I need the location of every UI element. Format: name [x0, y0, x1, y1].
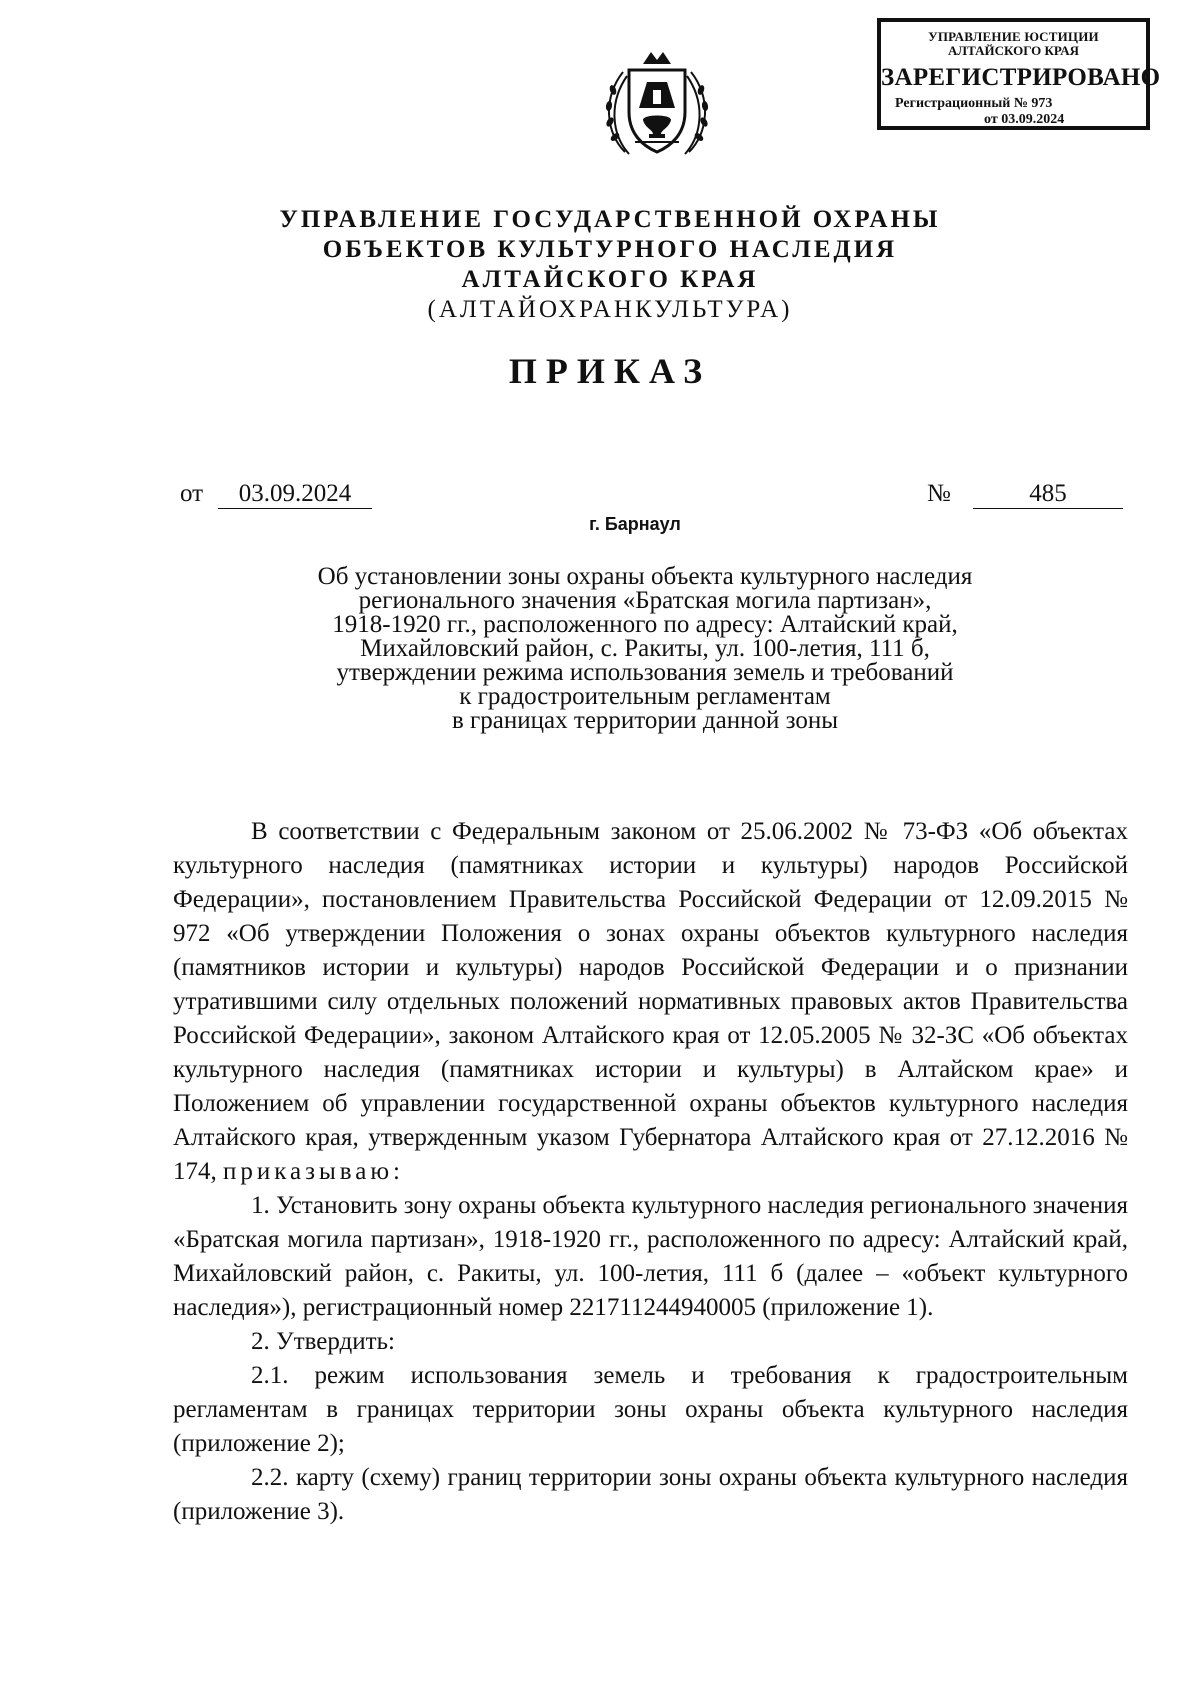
subject-line: к градостроительным регламентам [459, 683, 831, 710]
header-line-2: ОБЪЕКТОВ КУЛЬТУРНОГО НАСЛЕДИЯ [322, 236, 898, 263]
subject-line: регионального значения «Братская могила партизан», [358, 587, 932, 614]
number-label: № [927, 480, 951, 507]
document-type-title: ПРИКАЗ [508, 351, 712, 391]
subject-line: утверждении режима использования земель и требований [336, 659, 954, 686]
subject-line: в границах территории данной зоны [452, 707, 838, 734]
stamp-authority-line2: АЛТАЙСКОГО КРАЯ [948, 43, 1079, 58]
stamp-authority-line1: УПРАВЛЕНИЕ ЮСТИЦИИ [928, 29, 1099, 44]
coat-of-arms-icon [595, 42, 719, 166]
document-number: 485 [973, 480, 1123, 509]
header-line-4: (АЛТАЙОХРАНКУЛЬТУРА) [427, 296, 793, 323]
subject-line: Михайловский район, с. Ракиты, ул. 100-летия, 111 б, [360, 635, 930, 662]
subject-line: Об установлении зоны охраны объекта культурного наследия [317, 563, 973, 590]
clause-1: 1. Установить зону охраны объекта культурного наследия регионального значения «Братская могила партизан», 1918-1920 гг., расположенного по адресу: Алтайский край, Михайловский район, с. Ракиты, ул. 100-летия, 111 б (далее – «объект культурного наследия»), регистрационный номер 221711244940005 (приложение 1). [173, 1192, 1129, 1321]
clause-2: 2. Утвердить: [251, 1328, 395, 1355]
header-line-1: УПРАВЛЕНИЕ ГОСУДАРСТВЕННОЙ ОХРАНЫ [279, 206, 941, 233]
authority-header [0, 205, 1200, 325]
stamp-reg-number: Регистрационный № 973 [895, 96, 1053, 111]
clause-2-1: 2.1. режим использования земель и требования к градостроительным регламентам в границах территории зоны охраны объекта культурного наследия (приложение 2); [173, 1362, 1128, 1457]
order-word: приказываю: [223, 1158, 404, 1185]
clause-2-2: 2.2. карту (схему) границ территории зоны охраны объекта культурного наследия (приложение 3). [173, 1464, 1128, 1525]
document-date: 03.09.2024 [218, 480, 372, 509]
document-subject [100, 565, 1190, 733]
preamble-paragraph [173, 815, 1128, 1189]
stamp-status: ЗАРЕГИСТРИРОВАНО [881, 64, 1161, 91]
city-name: г. Барнаул [589, 514, 681, 534]
stamp-reg-date: от 03.09.2024 [984, 112, 1065, 127]
subject-line: 1918-1920 гг., расположенного по адресу: Алтайский край, [332, 611, 958, 638]
registration-stamp [877, 18, 1161, 130]
header-line-3: АЛТАЙСКОГО КРАЯ [461, 266, 759, 293]
preamble-text: В соответствии с Федеральным законом от 25.06.2002 № 73-ФЗ «Об объектах культурного наследия (памятниках истории и культуры) народов Российской Федерации», постановлением Правительства Российской Федерации от 12.09.2015 № 972 «Об утверждении Положения о зонах охраны объектов культурного наследия (памятников истории и культуры) народов Российской Федерации и о признании утратившими силу отдельных положений нормативных правовых актов Правительства Российской Федерации», законом Алтайского края от 12.05.2005 № 32-ЗС «Об объектах культурного наследия (памятниках истории и культуры) в Алтайском крае» и Положением об управлении государственной охраны объектов культурного наследия Алтайского края, утвержденным указом Губернатора Алтайского края от 27.12.2016 № 174, [173, 818, 1128, 1185]
document-body [173, 815, 1128, 1529]
date-label: от [180, 480, 204, 507]
